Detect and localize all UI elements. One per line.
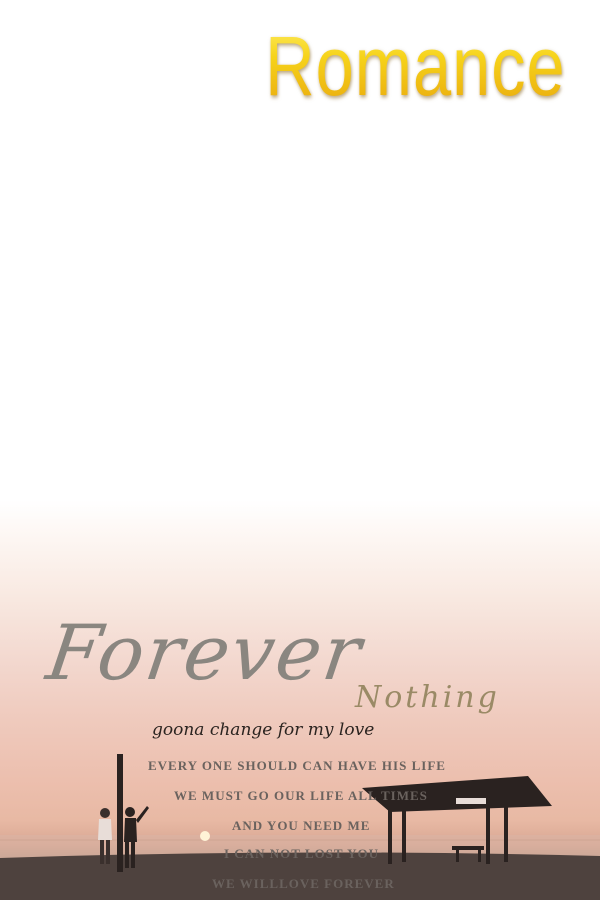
nothing-script: Nothing (355, 680, 500, 715)
sun (200, 831, 210, 841)
verse-line: WE MUST GO OUR LIFE ALL TIMES (174, 788, 428, 803)
tagline: goona change for my love (152, 720, 375, 740)
verse-line: EVERY ONE SHOULD CAN HAVE HIS LIFE (148, 758, 446, 773)
verse-line: I CAN NOT LOST YOU (224, 846, 380, 861)
wooden-pole (117, 754, 123, 872)
romance-title: Romance (265, 19, 566, 113)
verse-line: AND YOU NEED ME (232, 818, 371, 833)
verse-line: WE WILLLOVE FOREVER (212, 876, 395, 891)
forever-script: Forever (41, 608, 369, 697)
